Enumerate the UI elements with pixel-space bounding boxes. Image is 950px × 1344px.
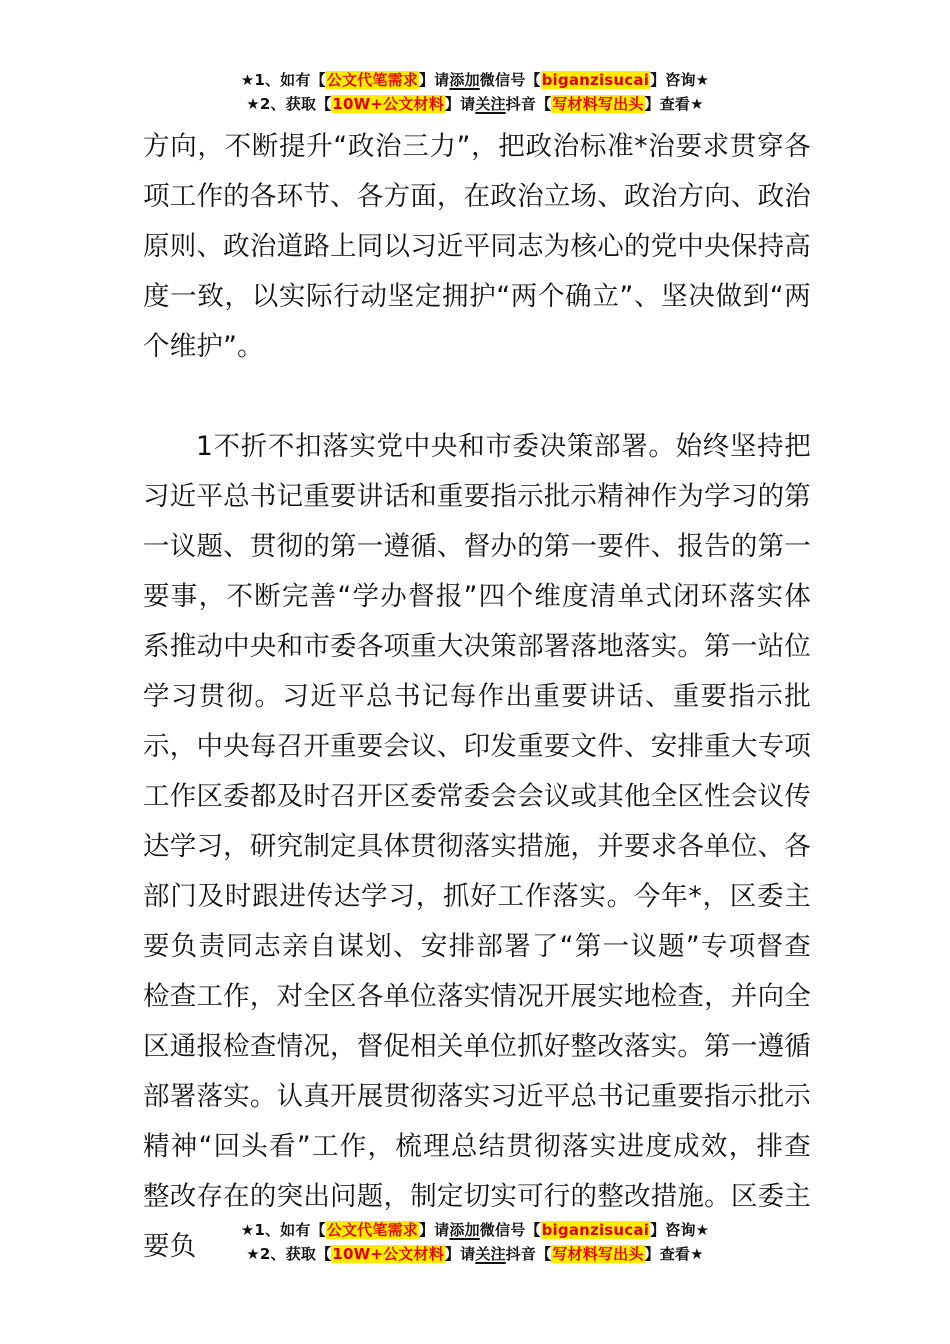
banner-line-2 <box>0 92 950 116</box>
banner-highlight: 写材料写出头 <box>552 1245 644 1263</box>
banner-text: 】咨询★ <box>650 1221 710 1239</box>
banner-line-2 <box>0 1242 950 1266</box>
banner-highlight: 公文代笔需求 <box>326 1221 418 1239</box>
banner-underline: 添加 <box>449 71 480 89</box>
banner-text: 】咨询★ <box>650 71 710 89</box>
banner-text: ★1、如有【 <box>240 1221 326 1239</box>
header-banner <box>0 68 950 116</box>
banner-line-1 <box>0 68 950 92</box>
footer-banner <box>0 1218 950 1266</box>
banner-underline: 关注 <box>475 1245 506 1263</box>
banner-text: ★1、如有【 <box>240 71 326 89</box>
banner-text: 抖音【 <box>505 1245 552 1263</box>
banner-text: ★2、获取【 <box>246 95 332 113</box>
banner-underline: 关注 <box>475 95 506 113</box>
document-body <box>143 122 811 1272</box>
banner-text: 】查看★ <box>644 1245 704 1263</box>
banner-text: 抖音【 <box>505 95 552 113</box>
body-paragraph-1: 方向，不断提升“政治三力”，把政治标准*治要求贯穿各项工作的各环节、各方面，在政治立场、政治方向、政治原则、政治道路上同以习近平同志为核心的党中央保持高度一致，以实际行动坚定拥护“两个确立”、坚决做到“两个维护”。 <box>143 131 811 362</box>
banner-text: 】请 <box>418 1221 450 1239</box>
banner-highlight: 写材料写出头 <box>552 95 644 113</box>
body-paragraph-2: 1不折不扣落实党中央和市委决策部署。始终坚持把习近平总书记重要讲话和重要指示批示精神作为学习的第一议题、贯彻的第一遵循、督办的第一要件、报告的第一要事，不断完善“学办督报”四个维度清单式闭环落实体系推动中央和市委各项重大决策部署落地落实。第一站位学习贯彻。习近平总书记每作出重要讲话、重要指示批示，中央每召开重要会议、印发重要文件、安排重大专项工作区委都及时召开区委常委会会议或其他全区性会议传达学习，研究制定具体贯彻落实措施，并要求各单位、各部门及时跟进传达学习，抓好工作落实。今年*，区委主要负责同志亲自谋划、安排部署了“第一议题”专项督查检查工作，对全区各单位落实情况开展实地检查，并向全区通报检查情况，督促相关单位抓好整改落实。第一遵循部署落实。认真开展贯彻落实习近平总书记重要指示批示精神“回头看”工作，梳理总结贯彻落实进度成效，排查整改存在的突出问题，制定切实可行的整改措施。区委主要负 <box>143 431 811 1262</box>
banner-line-1 <box>0 1218 950 1242</box>
banner-highlight: biganzisucai <box>541 71 650 89</box>
banner-text: 】请 <box>418 71 450 89</box>
banner-text: 微信号【 <box>479 71 541 89</box>
banner-underline: 添加 <box>449 1221 480 1239</box>
banner-highlight: 10W+公文材料 <box>332 1245 444 1263</box>
banner-text: 】请 <box>444 1245 476 1263</box>
banner-text: 】查看★ <box>644 95 704 113</box>
banner-highlight: 公文代笔需求 <box>326 71 418 89</box>
banner-text: 微信号【 <box>479 1221 541 1239</box>
banner-text: ★2、获取【 <box>246 1245 332 1263</box>
banner-text: 】请 <box>444 95 476 113</box>
banner-highlight: 10W+公文材料 <box>332 95 444 113</box>
banner-highlight: biganzisucai <box>541 1221 650 1239</box>
